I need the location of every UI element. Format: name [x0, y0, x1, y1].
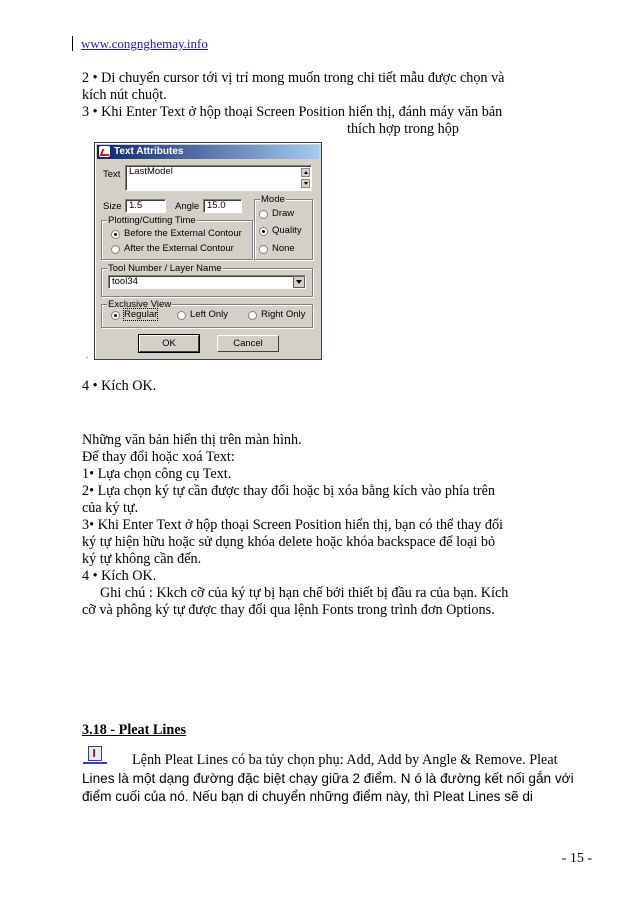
para2-line5: của ký tự.: [82, 500, 139, 516]
para2-line9: 4 • Kích OK.: [82, 568, 157, 584]
para2-line7: ký tự hiện hữu hoặc sử dụng khóa delete hoặc khóa backspace để loại bỏ: [82, 534, 496, 550]
page-number: - 15 -: [561, 851, 592, 866]
size-label: Size: [103, 201, 122, 212]
para2-line4: 2• Lựa chọn ký tự cần được thay đổi hoặc bị xóa bằng kích vào phía trên: [82, 483, 495, 499]
ok-button-label: OK: [162, 338, 176, 349]
ok-button[interactable]: [139, 335, 199, 352]
plotting-cutting-group: [101, 215, 253, 260]
para2-line10: Ghi chú : Kkch cỡ của ký tự bị hạn chế bởi thiết bị đầu ra của bạn. Kích: [100, 585, 509, 601]
radio-mode-quality-label: Quality: [272, 225, 302, 236]
app-icon: [99, 146, 110, 157]
para1-line3: 3 • Khi Enter Text ở hộp thoại Screen Position hiển thị, đánh máy văn bản: [82, 104, 503, 120]
exclusive-group-title: Exclusive View: [108, 299, 172, 310]
radio-view-regular-label: Regular: [124, 309, 158, 320]
stray-mark: .: [86, 351, 88, 360]
step4-line: 4 • Kích OK.: [82, 378, 157, 394]
radio-mode-none-label: None: [272, 243, 295, 254]
radio-view-right[interactable]: [248, 311, 257, 320]
radio-view-left-label: Left Only: [190, 309, 229, 320]
radio-after-contour[interactable]: [111, 245, 120, 254]
size-input[interactable]: [125, 199, 166, 213]
para2-line2: Để thay đổi hoặc xoá Text:: [82, 449, 235, 465]
para2-line8: ký tự không cần đến.: [82, 551, 202, 567]
angle-label: Angle: [175, 201, 200, 212]
para1-line1: 2 • Di chuyển cursor tới vị trí mong muốn trong chi tiết mẫu được chọn và: [82, 70, 505, 86]
radio-view-regular[interactable]: [111, 311, 120, 320]
scroll-down-arrow-icon[interactable]: [301, 179, 310, 188]
radio-after-contour-label: After the External Contour: [124, 243, 234, 254]
section-line2: Lines là một dạng đường đặc biệt chạy giữa 2 điểm. N ó là đường kết nối gắn với: [82, 771, 574, 786]
dialog-titlebar[interactable]: [97, 145, 319, 159]
radio-view-right-label: Right Only: [261, 309, 306, 320]
pleat-lines-icon: [83, 745, 107, 765]
website-link[interactable]: www.congnghemay.info: [81, 36, 208, 51]
angle-input-value: 15.0: [207, 200, 226, 211]
para2-line6: 3• Khi Enter Text ở hộp thoại Screen Position hiển thị, bạn có thể thay đổi: [82, 517, 504, 533]
para2-line11: cỡ và phông ký tự được thay đổi qua lệnh Fonts trong trình đơn Options.: [82, 602, 495, 618]
para2-line3: 1• Lựa chọn công cụ Text.: [82, 466, 232, 482]
section-heading: 3.18 - Pleat Lines: [82, 722, 187, 738]
tool-layer-select[interactable]: [108, 275, 306, 289]
radio-before-contour-label: Before the External Contour: [124, 228, 242, 239]
radio-mode-none[interactable]: [259, 245, 268, 254]
section-line1: Lệnh Pleat Lines có ba tủy chọn phụ: Add, Add by Angle & Remove. Pleat: [132, 752, 558, 768]
text-label: Text: [103, 169, 121, 180]
para2-line1: Những văn bản hiển thị trên màn hình.: [82, 432, 302, 448]
tool-group-title: Tool Number / Layer Name: [108, 263, 222, 274]
section-line3: điểm cuối của nó. Nếu bạn di chuyển những điểm này, thì Pleat Lines sẽ di: [82, 789, 533, 804]
size-input-value: 1.5: [129, 200, 143, 211]
cancel-button[interactable]: [217, 335, 279, 352]
header-rule: [72, 36, 73, 51]
radio-mode-quality[interactable]: [259, 227, 268, 236]
tool-layer-value: tool34: [112, 276, 138, 287]
mode-group-title: Mode: [261, 194, 285, 205]
radio-mode-draw[interactable]: [259, 210, 268, 219]
angle-input[interactable]: [203, 199, 242, 213]
dialog-title: Text Attributes: [114, 146, 184, 157]
cancel-button-label: Cancel: [233, 338, 263, 349]
radio-mode-draw-label: Draw: [272, 208, 295, 219]
radio-view-left[interactable]: [177, 311, 186, 320]
plotting-group-title: Plotting/Cutting Time: [108, 215, 196, 226]
scroll-up-arrow-icon[interactable]: [301, 168, 310, 177]
text-attributes-dialog: [94, 142, 322, 360]
text-field-value: LastModel: [129, 166, 173, 177]
para1-line4: thích hợp trong hộp: [347, 121, 459, 137]
para1-line2: kích nút chuột.: [82, 87, 167, 103]
dropdown-arrow-icon[interactable]: [293, 276, 305, 288]
text-field[interactable]: [125, 165, 312, 191]
radio-before-contour[interactable]: [111, 230, 120, 239]
